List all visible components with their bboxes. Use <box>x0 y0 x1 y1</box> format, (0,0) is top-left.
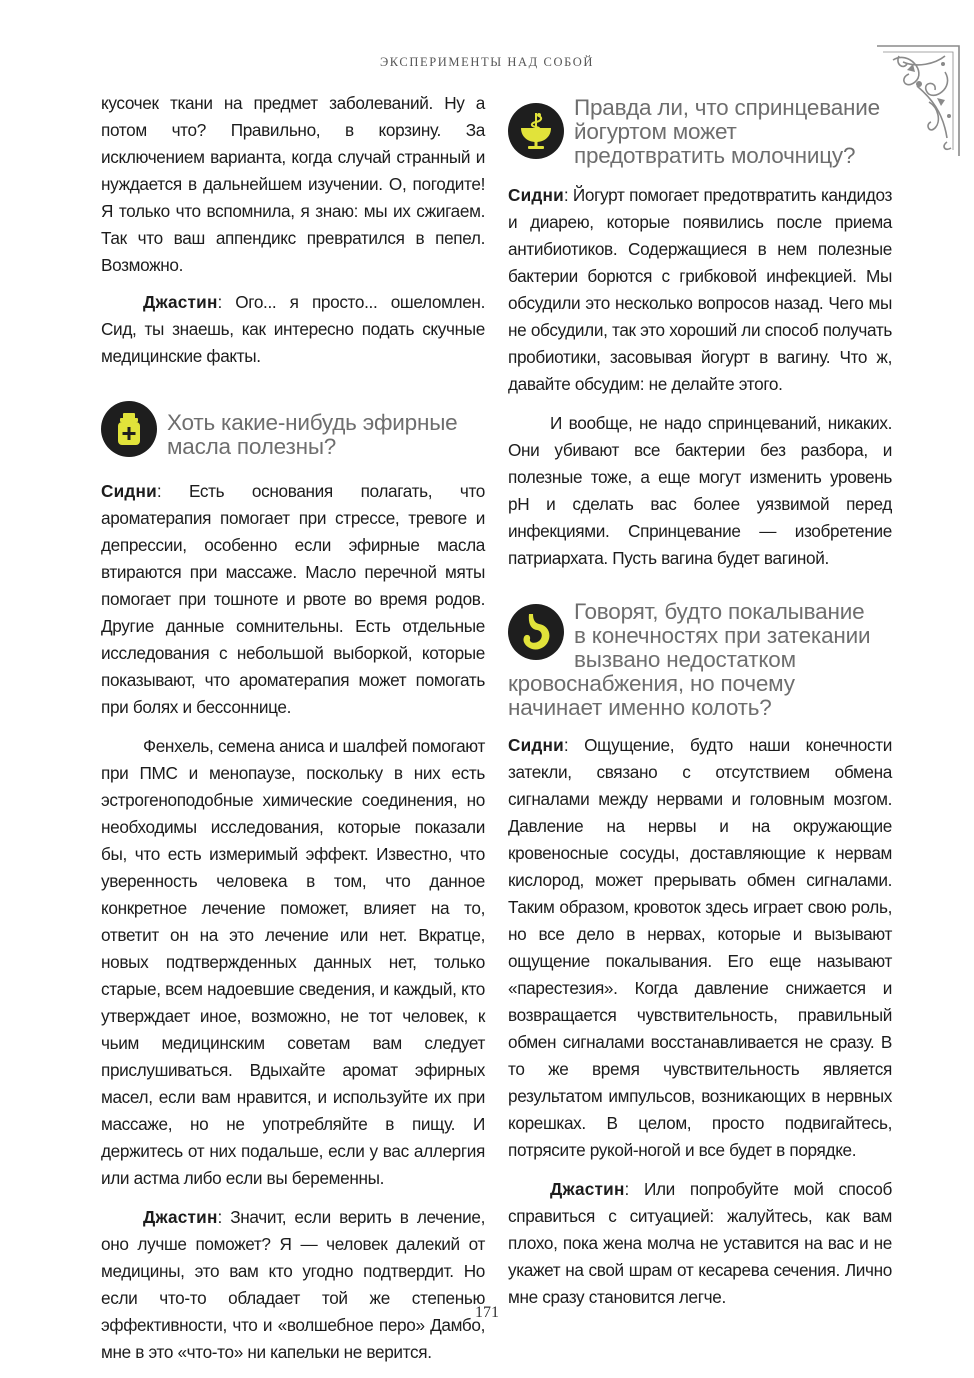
speaker-text: : Значит, если верить в лечение, оно лучше поможет? Я — человек далекий от медицины, это вам кто угодно подтвердит. Но если что-то обладает той же степенью эффективности, что и «волшебное перо» Дамбо, мне в это «что-то» ни капельки не верится. <box>101 1207 485 1362</box>
speaker-name: Джастин <box>550 1179 625 1199</box>
paragraph <box>508 1176 892 1311</box>
paragraph: Фенхель, семена аниса и шалфей помогают при ПМС и менопаузе, поскольку в них есть эстрогеноподобные химические соединения, но необходимы исследования, которые показали бы, что есть измеримый эффект. Известно, что уверенность человека в том, что данное конкретное лечение поможет, влияет на то, ответит он на это лечение или нет. Вкратце, новых подтвержденных данных нет, только старые, всем надоевшие сведения, и каждый, кто утверждает иное, возможно, не тот человек, к чьим медицинским советам вам следует прислушиваться. Вдыхайте аромат эфирных масел, если вам нравится, и используйте их при массаже, но не употребляйте в пищу. И держитесь от них подальше, если у вас аллергия или астма либо если вы беременны. <box>101 736 485 1188</box>
question-heading <box>101 400 485 464</box>
question-line: Говорят, будто покалывание <box>574 599 865 624</box>
question-line: начинает именно колоть? <box>508 695 772 720</box>
page-number: 171 <box>475 1304 499 1321</box>
paragraph <box>101 478 485 721</box>
paragraph <box>508 182 892 398</box>
speaker-text: : Есть основания полагать, что ароматерапия помогает при стрессе, тревоге и депрессии, особенно если эфирные масла втираются при массаже. Масло перечной мяты помогает при тошноте и рвоте во время родов. Другие данные сомнительны. Есть отдельные исследования с небольшой выборкой, которые показывают, что ароматерапия может помогать при болях и бессоннице. <box>101 481 485 717</box>
question-heading <box>508 90 892 168</box>
speaker-text: : Или попробуйте мой способ справиться с ситуацией: жалуйтесь, как вам плохо, пока жена молча не уставится на вас и не укажет на свой шрам от кесарева сечения. Лично мне сразу становится легче. <box>508 1179 892 1307</box>
question-line: кровоснабжения, но почему <box>508 671 795 696</box>
speaker-name: Сидни <box>508 735 564 755</box>
question-text <box>574 90 892 168</box>
speaker-text: : Ого... я просто... ошеломлен. Сид, ты знаешь, как интересно подать скучные медицинские факты. <box>101 292 485 366</box>
stomach-icon <box>508 604 564 660</box>
speaker-name: Сидни <box>508 185 564 205</box>
paragraph <box>508 732 892 1164</box>
medical-bowl-icon <box>508 103 564 159</box>
question-line: Правда ли, что спринцевание <box>574 95 880 120</box>
paragraph <box>101 1204 485 1366</box>
paragraph: И вообще, не надо спринцеваний, никаких. Они убивают все бактерии без разбора, и полезные тоже, а еще могут изменить уровень pH и сделать вас более уязвимой перед инфекциями. Спринцевание — изобретение патриархата. Пусть вагина будет вагиной. <box>508 413 892 568</box>
question-line: масла полезны? <box>167 434 337 459</box>
speaker-name: Джастин <box>143 1207 218 1227</box>
speaker-name: Джастин <box>143 292 218 312</box>
left-column <box>101 90 485 1378</box>
speaker-text: : Ощущение, будто наши конечности затекли, связано с отсутствием обмена сигналами между нервами и головным мозгом. Давление на нервы и на окружающие кровеносные сосуды, доставляющие к нервам кислород, может прерывать обмен сигналами. Таким образом, кровоток здесь играет свою роль, но все дело в нервах, которые и вызывают ощущение покалывания. Его еще называют «парестезия». Когда давление снижается и возвращается чувствительность, правильный обмен сигналами восстанавливается не сразу. В то же время чувствительность является результатом импульсов, возникающих в нервных корешках. В целом, просто подвигайтесь, потрясите рукой-ногой и все будет в порядке. <box>508 735 892 1160</box>
running-title: ЭКСПЕРИМЕНТЫ НАД СОБОЙ <box>379 55 595 69</box>
question-line: в конечностях при затекании <box>574 623 871 648</box>
right-column <box>508 90 892 1323</box>
paragraph: кусочек ткани на предмет заболеваний. Ну а потом что? Правильно, в корзину. За исключением варианта, когда случай странный и нуждается в дальнейшем изучении. О, погодите! Я только что вспомнила, я знаю: мы их сжигаем. Так что ваш аппендикс превратился в пепел. Возможно. <box>101 93 485 275</box>
speaker-text: : Йогурт помогает предотвратить кандидоз и диарею, которые появились после приема антибиотиков. Содержащиеся в нем полезные бактерии борются с грибковой инфекцией. Мы обсудили это несколько вопросов назад. Чего мы не обсудили, так это хороший ли способ получать пробиотики, засовывая йогурт в вагину. Что ж, давайте обсудим: не делайте этого. <box>508 185 892 394</box>
question-line: вызвано недостатком <box>574 647 796 672</box>
question-line: предотвратить молочницу? <box>574 143 856 168</box>
question-line: йогуртом может <box>574 119 737 144</box>
question-heading <box>508 600 892 720</box>
oil-bottle-icon <box>101 401 157 457</box>
question-text <box>167 400 485 459</box>
question-line: Хоть какие-нибудь эфирные <box>167 410 458 435</box>
speaker-name: Сидни <box>101 481 157 501</box>
question-text <box>508 600 892 720</box>
paragraph <box>101 289 485 370</box>
